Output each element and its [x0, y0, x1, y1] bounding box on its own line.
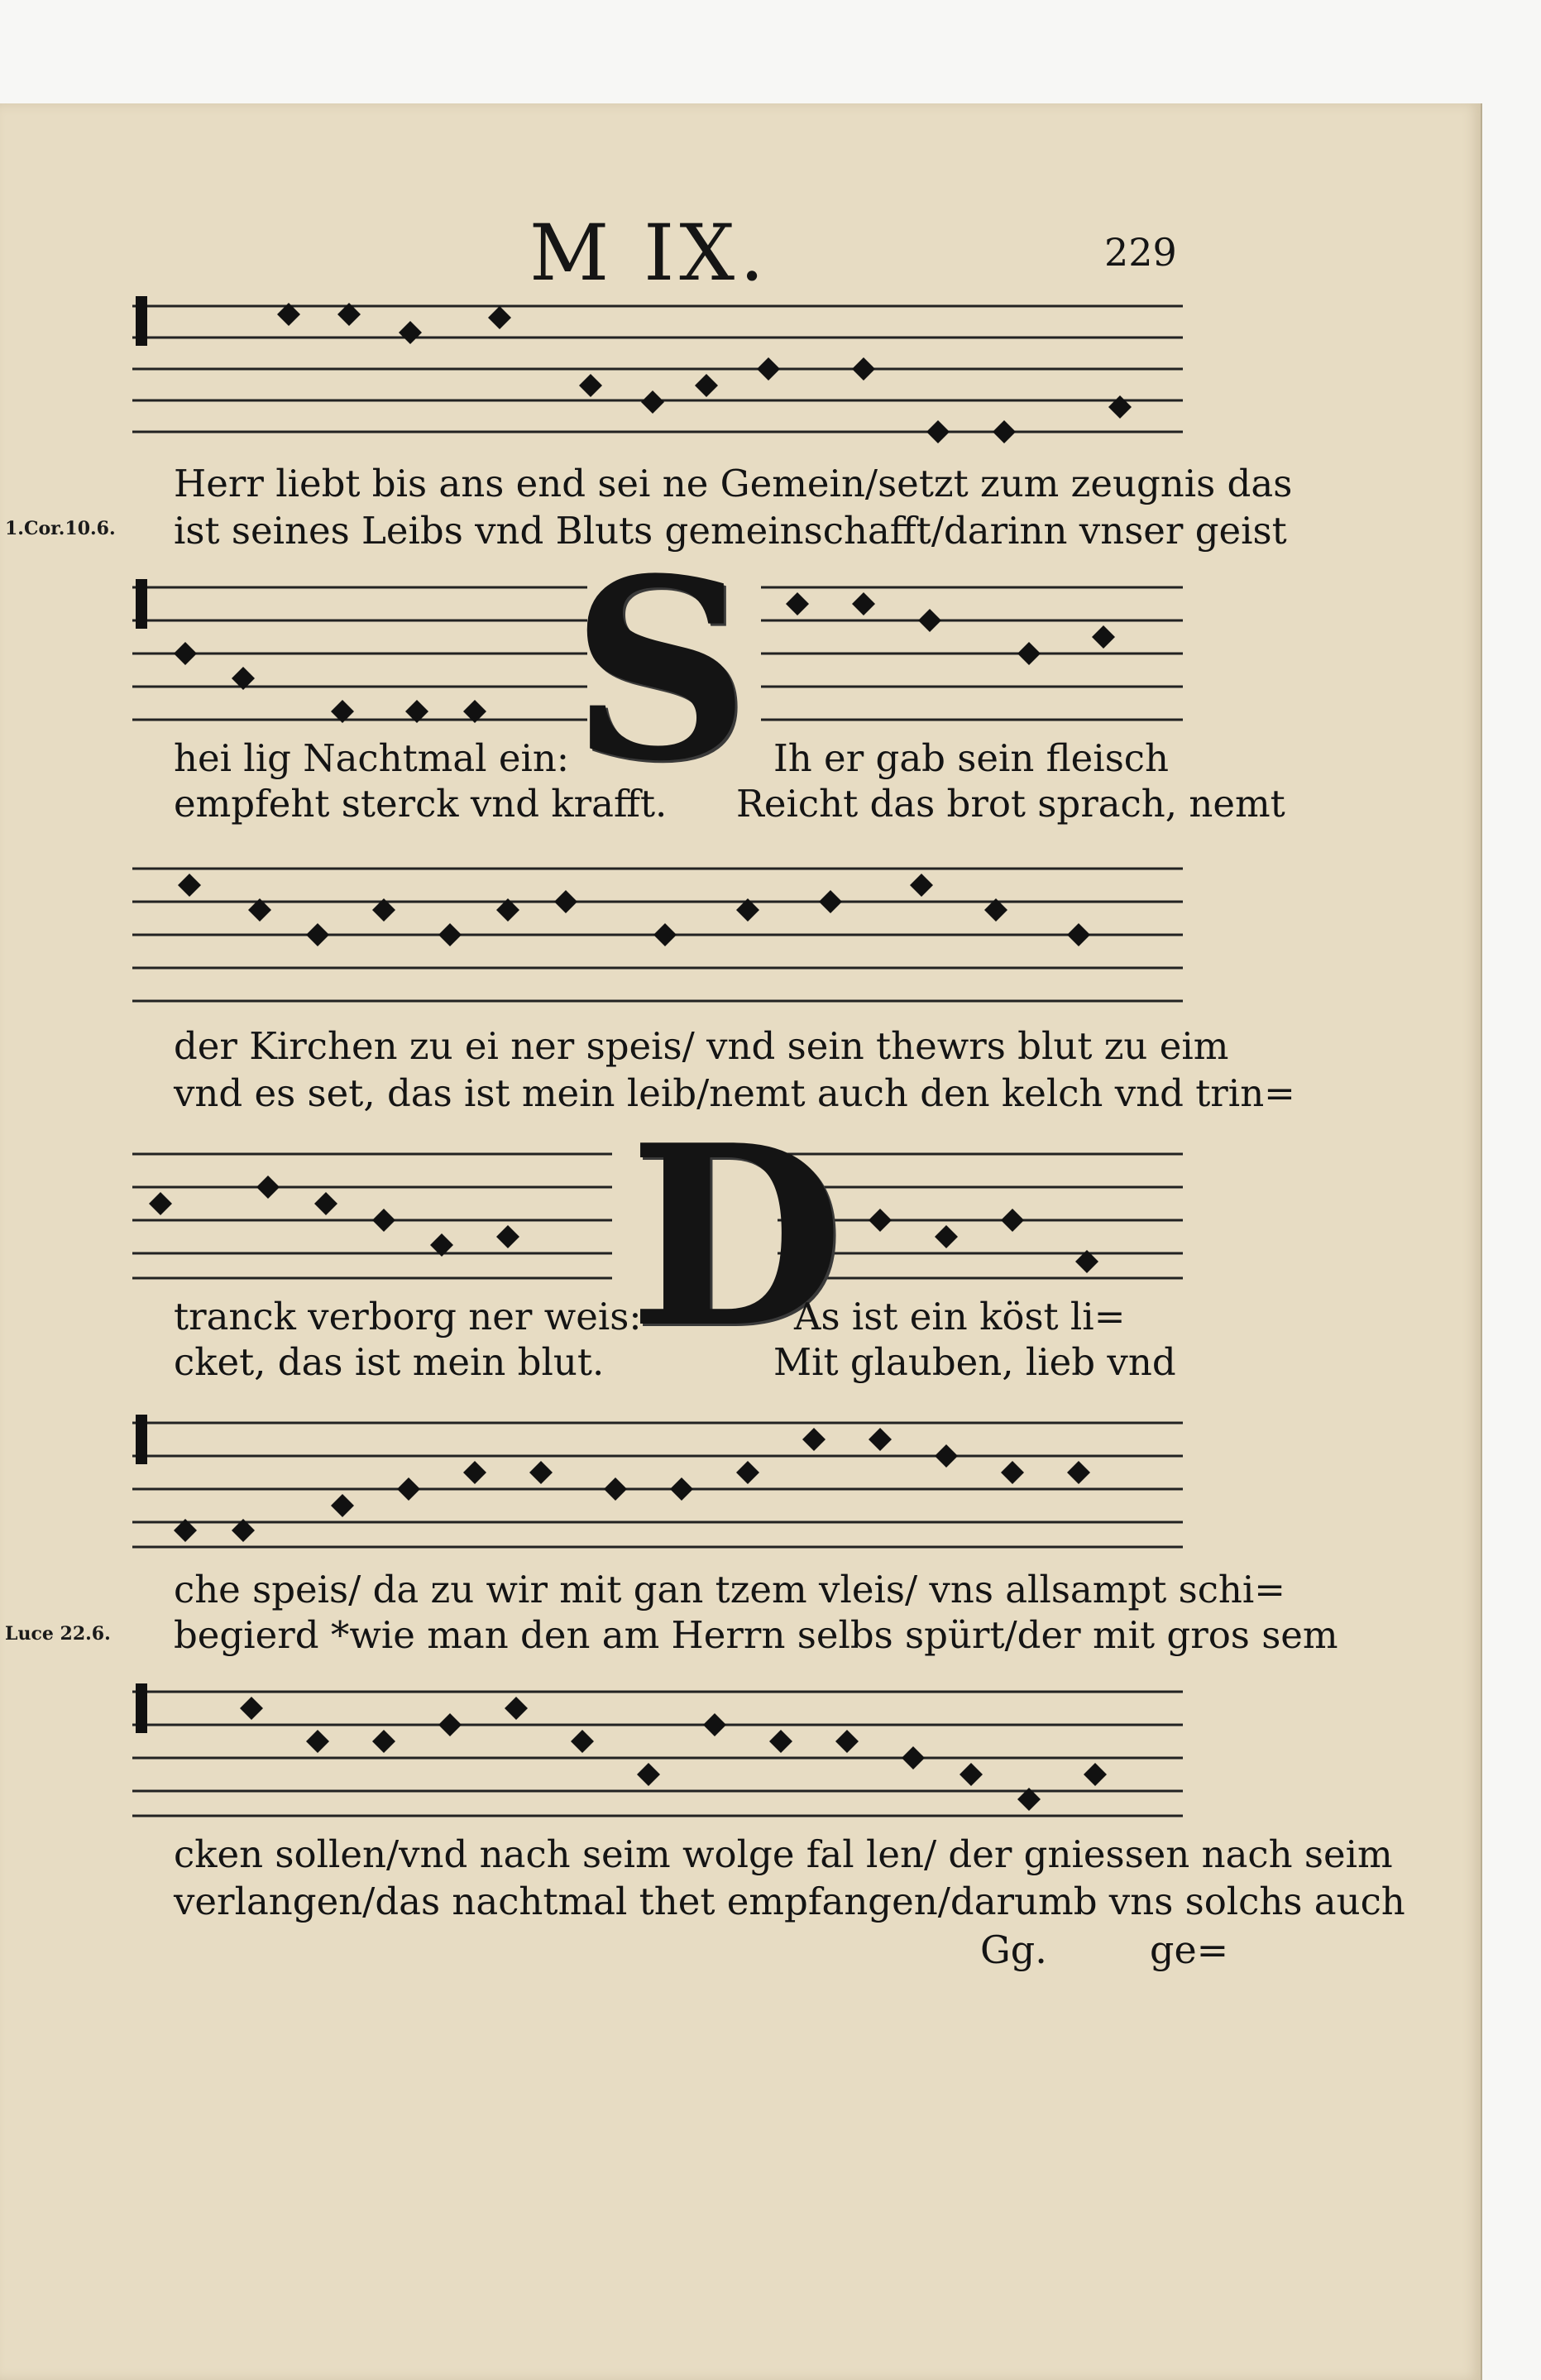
page-number: 229 [1104, 230, 1177, 275]
lyric-line-1a: Herr liebt bis ans end sei ne Gemein/setzt zum zeugnis das [174, 462, 1293, 505]
staff-lines-icon [124, 852, 1191, 1018]
staff-lines-icon [124, 1675, 1191, 1832]
lyric-line-3a: der Kirchen zu ei ner speis/ vnd sein thewrs blut zu eim [174, 1024, 1229, 1068]
lyric-line-6a: cken sollen/vnd nach seim wolge fal len/ der gniessen nach seim [174, 1832, 1393, 1876]
page-header [0, 208, 1481, 299]
lyric-line-5b: begierd *wie man den am Herrn selbs spürt/der mit gros sem [174, 1613, 1338, 1657]
decorated-initial-s: S [571, 524, 750, 816]
margin-note-luce: Luce 22.6. [5, 1623, 111, 1645]
lyric-line-2b: empfeht sterck vnd krafft. [174, 782, 668, 826]
lyric-line-1b: ist seines Leibs vnd Bluts gemeinschafft/darinn vnser geist [174, 509, 1287, 553]
decorated-initial-d: D [629, 1090, 845, 1382]
lyric-line-4a: tranck verborg ner weis: [174, 1295, 642, 1338]
catchword: ge= [1150, 1927, 1229, 1972]
signature-mark: Gg. [980, 1927, 1047, 1972]
folio-title: M IX. [529, 208, 770, 299]
margin-note-cor: 1.Cor.10.6. [5, 518, 116, 539]
lyric-line-2a: hei lig Nachtmal ein: [174, 736, 570, 780]
lyric-line-4a-right: As ist ein köst li= [794, 1295, 1126, 1338]
staff-lines-icon [124, 281, 1191, 455]
lyric-line-4b-right: Mit glauben, lieb vnd [773, 1340, 1176, 1384]
lyric-line-2a-right: Ih er gab sein fleisch [773, 736, 1169, 780]
lyric-line-5a: che speis/ da zu wir mit gan tzem vleis/ vns allsampt schi= [174, 1568, 1286, 1611]
lyric-line-3b: vnd es set, das ist mein leib/nemt auch den kelch vnd trin= [174, 1071, 1295, 1115]
lyric-line-6b: verlangen/das nachtmal thet empfangen/darumb vns solchs auch [174, 1880, 1405, 1923]
staff-lines-icon [124, 1406, 1191, 1564]
lyric-line-4b: cket, das ist mein blut. [174, 1340, 605, 1384]
lyric-line-2b-right: Reicht das brot sprach, nemt [736, 782, 1285, 826]
